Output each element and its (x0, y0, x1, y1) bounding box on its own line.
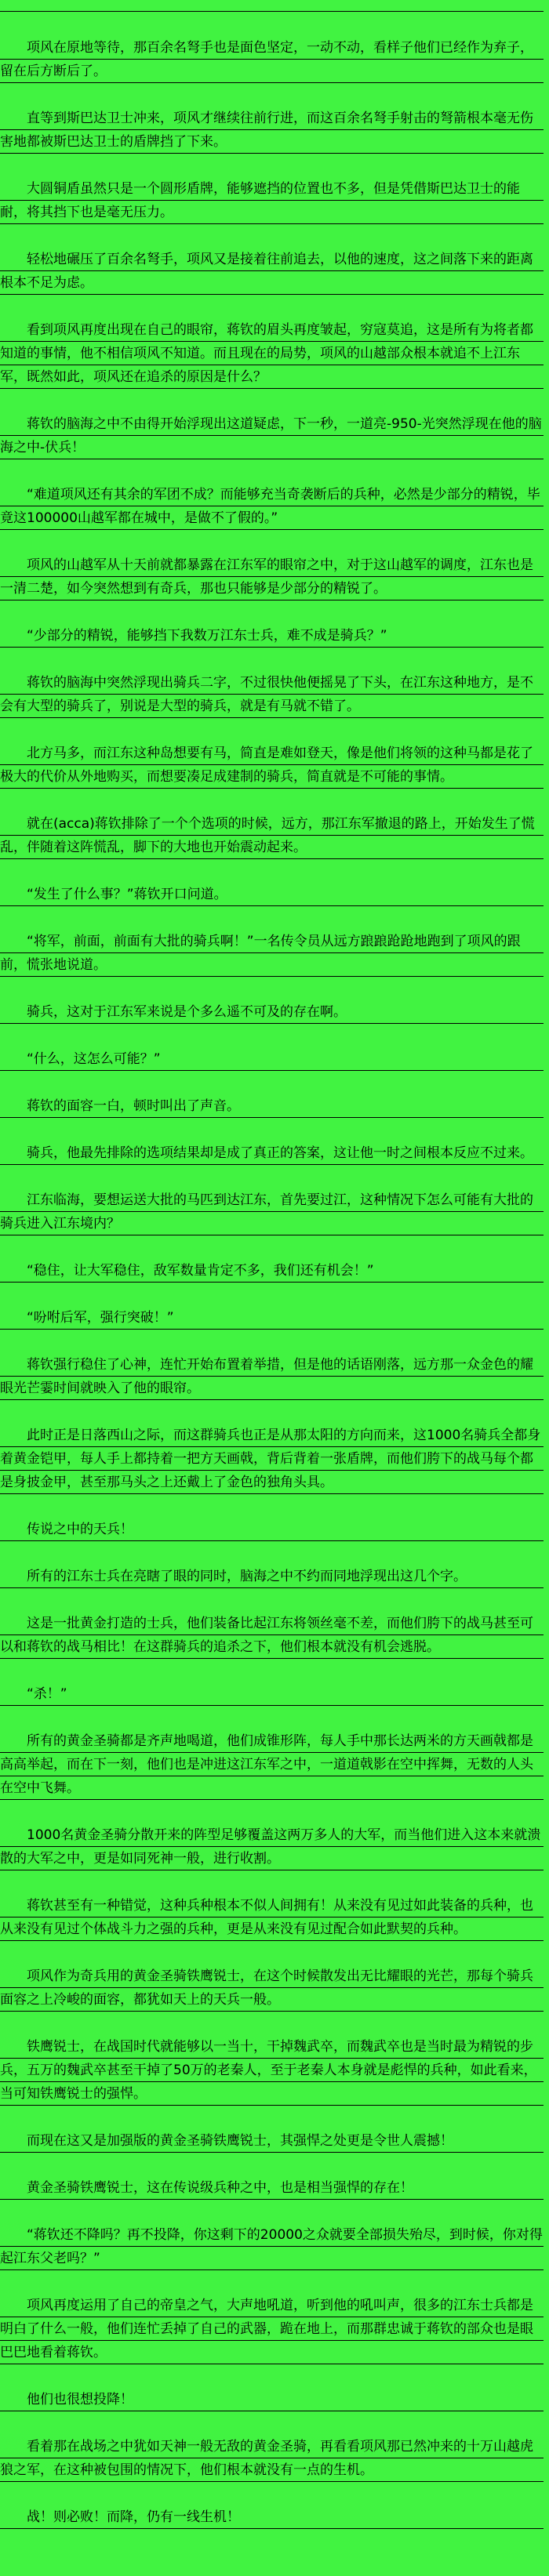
novel-paragraph: 蒋钦甚至有一种错觉，这种兵种根本不似人间拥有！从来没有见过如此装备的兵种，也从来没有见过个体战斗力之强的兵种，更是从来没有见过配合如此默契的兵种。 (0, 1894, 544, 1941)
novel-paragraph: “少部分的精锐，能够挡下我数万江东士兵，难不成是骑兵？” (0, 624, 544, 648)
novel-paragraph: 战！则必败！而降，仍有一线生机！ (0, 2505, 544, 2529)
novel-paragraph: 此时正是日落西山之际，而这群骑兵也正是从那太阳的方向而来，这1000名骑兵全都身着黄金铠甲，每人手上都持着一把方天画戟，背后背着一张盾牌，而他们胯下的战马每个都是身披金甲，甚至那马头之上还戴上了金色的独角头具。 (0, 1424, 544, 1494)
novel-paragraph: 蒋钦的脑海中突然浮现出骑兵二字，不过很快他便摇晃了下头，在江东这种地方，是不会有大型的骑兵了，别说是大型的骑兵，就是有马就不错了。 (0, 671, 544, 718)
novel-paragraph: 项风再度运用了自己的帝皇之气，大声地吼道，听到他的吼叫声，很多的江东士兵都是明白了什么一般，他们连忙丢掉了自己的武器，跪在地上，而那群忠诚于蒋钦的部众也是眼巴巴地看着蒋钦。 (0, 2294, 544, 2364)
novel-paragraph: 看着那在战场之中犹如天神一般无敌的黄金圣骑，再看看项风那已然冲来的十万山越虎狼之军，在这种被包围的情况下，他们根本就没有一点的生机。 (0, 2435, 544, 2482)
novel-paragraph: 直等到斯巴达卫士冲来，项风才继续往前行进，而这百余名弩手射击的弩箭根本毫无伤害地都被斯巴达卫士的盾牌挡了下来。 (0, 107, 544, 154)
novel-paragraph: 北方马多，而江东这种岛想要有马，简直是难如登天，像是他们将领的这种马都是花了极大的代价从外地购买，而想要凑足成建制的骑兵，简直就是不可能的事情。 (0, 742, 544, 789)
novel-paragraph: 项风作为奇兵用的黄金圣骑铁鹰锐士，在这个时候散发出无比耀眼的光芒，那每个骑兵面容之上冷峻的面容，都犹如天上的天兵一般。 (0, 1965, 544, 2012)
novel-paragraph: 江东临海，要想运送大批的马匹到达江东，首先要过江，这种情况下怎么可能有大批的骑兵进入江东境内？ (0, 1188, 544, 1235)
novel-paragraph: “发生了什么事？”蒋钦开口问道。 (0, 883, 544, 906)
novel-paragraph: “蒋钦还不降吗？再不投降，你这剩下的20000之众就要全部损失殆尽，到时候，你对得起江东父老吗？” (0, 2223, 544, 2270)
novel-paragraph: 看到项风再度出现在自己的眼帘，蒋钦的眉头再度皱起，穷寇莫追，这是所有为将者都知道的事情，他不相信项风不知道。而且现在的局势，项风的山越部众根本就追不上江东军，既然如此，项风还在追杀的原因是什么？ (0, 318, 544, 389)
novel-paragraph: “难道项风还有其余的军团不成？而能够充当奇袭断后的兵种，必然是少部分的精锐，毕竟这100000山越军都在城中，是做不了假的。” (0, 483, 544, 530)
top-divider (0, 0, 544, 12)
novel-paragraph: 项风在原地等待，那百余名弩手也是面色坚定，一动不动，看样子他们已经作为弃子，留在后方断后了。 (0, 36, 544, 83)
novel-paragraph: 蒋钦的面容一白，顿时叫出了声音。 (0, 1094, 544, 1118)
novel-paragraph: 蒋钦强行稳住了心神，连忙开始布置着举措，但是他的话语刚落，远方那一众金色的耀眼光芒霎时间就映入了他的眼帘。 (0, 1353, 544, 1400)
novel-paragraph: 就在(acca)蒋钦排除了一个个选项的时候，远方，那江东军撤退的路上，开始发生了慌乱，伴随着这阵慌乱，脚下的大地也开始震动起来。 (0, 812, 544, 859)
novel-paragraph: “将军，前面，前面有大批的骑兵啊！”一名传令员从远方踉踉跄跄地跑到了项风的跟前，慌张地说道。 (0, 930, 544, 977)
novel-paragraph: 黄金圣骑铁鹰锐士，这在传说级兵种之中，也是相当强悍的存在！ (0, 2176, 544, 2200)
novel-paragraph: 骑兵，这对于江东军来说是个多么遥不可及的存在啊。 (0, 1000, 544, 1024)
novel-paragraph: 1000名黄金圣骑分散开来的阵型足够覆盖这两万多人的大军，而当他们进入这本来就溃散的大军之中，更是如同死神一般，进行收割。 (0, 1823, 544, 1870)
novel-paragraph: 他们也很想投降！ (0, 2388, 544, 2411)
novel-paragraph: 传说之中的天兵！ (0, 1518, 544, 1541)
novel-paragraph: 骑兵，他最先排除的选项结果却是成了真正的答案，这让他一时之间根本反应不过来。 (0, 1141, 544, 1165)
novel-paragraph: 铁鹰锐士，在战国时代就能够以一当十，干掉魏武卒，而魏武卒也是当时最为精锐的步兵，五万的魏武卒甚至干掉了50万的老秦人，至于老秦人本身就是彪悍的兵种，如此看来，当可知铁鹰锐士的强悍。 (0, 2035, 544, 2106)
novel-paragraph: 轻松地碾压了百余名弩手，项风又是接着往前追去，以他的速度，这之间落下来的距离根本不足为虑。 (0, 248, 544, 295)
novel-paragraph: 项风的山越军从十天前就都暴露在江东军的眼帘之中，对于这山越军的调度，江东也是一清二楚，如今突然想到有奇兵，那也只能够是少部分的精锐了。 (0, 553, 544, 600)
novel-text-body (0, 12, 544, 2576)
novel-paragraph: “稳住，让大军稳住，敌军数量肯定不多，我们还有机会！” (0, 1259, 544, 1283)
novel-paragraph: 所有的黄金圣骑都是齐声地喝道，他们成锥形阵，每人手中那长达两米的方天画戟都是高高举起，而在下一刻，他们也是冲进这江东军之中，一道道戟影在空中挥舞，无数的人头在空中飞舞。 (0, 1729, 544, 1800)
novel-paragraph: 蒋钦的脑海之中不由得开始浮现出这道疑虑，下一秒，一道亮-950-光突然浮现在他的脑海之中-伏兵！ (0, 412, 544, 459)
novel-paragraph: 而现在这又是加强版的黄金圣骑铁鹰锐士，其强悍之处更是令世人震撼！ (0, 2129, 544, 2153)
novel-paragraph: 大圆铜盾虽然只是一个圆形盾牌，能够遮挡的位置也不多，但是凭借斯巴达卫士的能耐，将其挡下也是毫无压力。 (0, 177, 544, 224)
novel-paragraph: 这是一批黄金打造的士兵，他们装备比起江东将领丝毫不差，而他们胯下的战马甚至可以和蒋钦的战马相比！在这群骑兵的追杀之下，他们根本就没有机会逃脱。 (0, 1612, 544, 1659)
novel-paragraph: “吩咐后军，强行突破！” (0, 1306, 544, 1330)
novel-paragraph: “杀！” (0, 1682, 544, 1706)
novel-paragraph: “什么，这怎么可能？” (0, 1047, 544, 1071)
novel-paragraph: 所有的江东士兵在亮瞎了眼的同时，脑海之中不约而同地浮现出这几个字。 (0, 1565, 544, 1588)
